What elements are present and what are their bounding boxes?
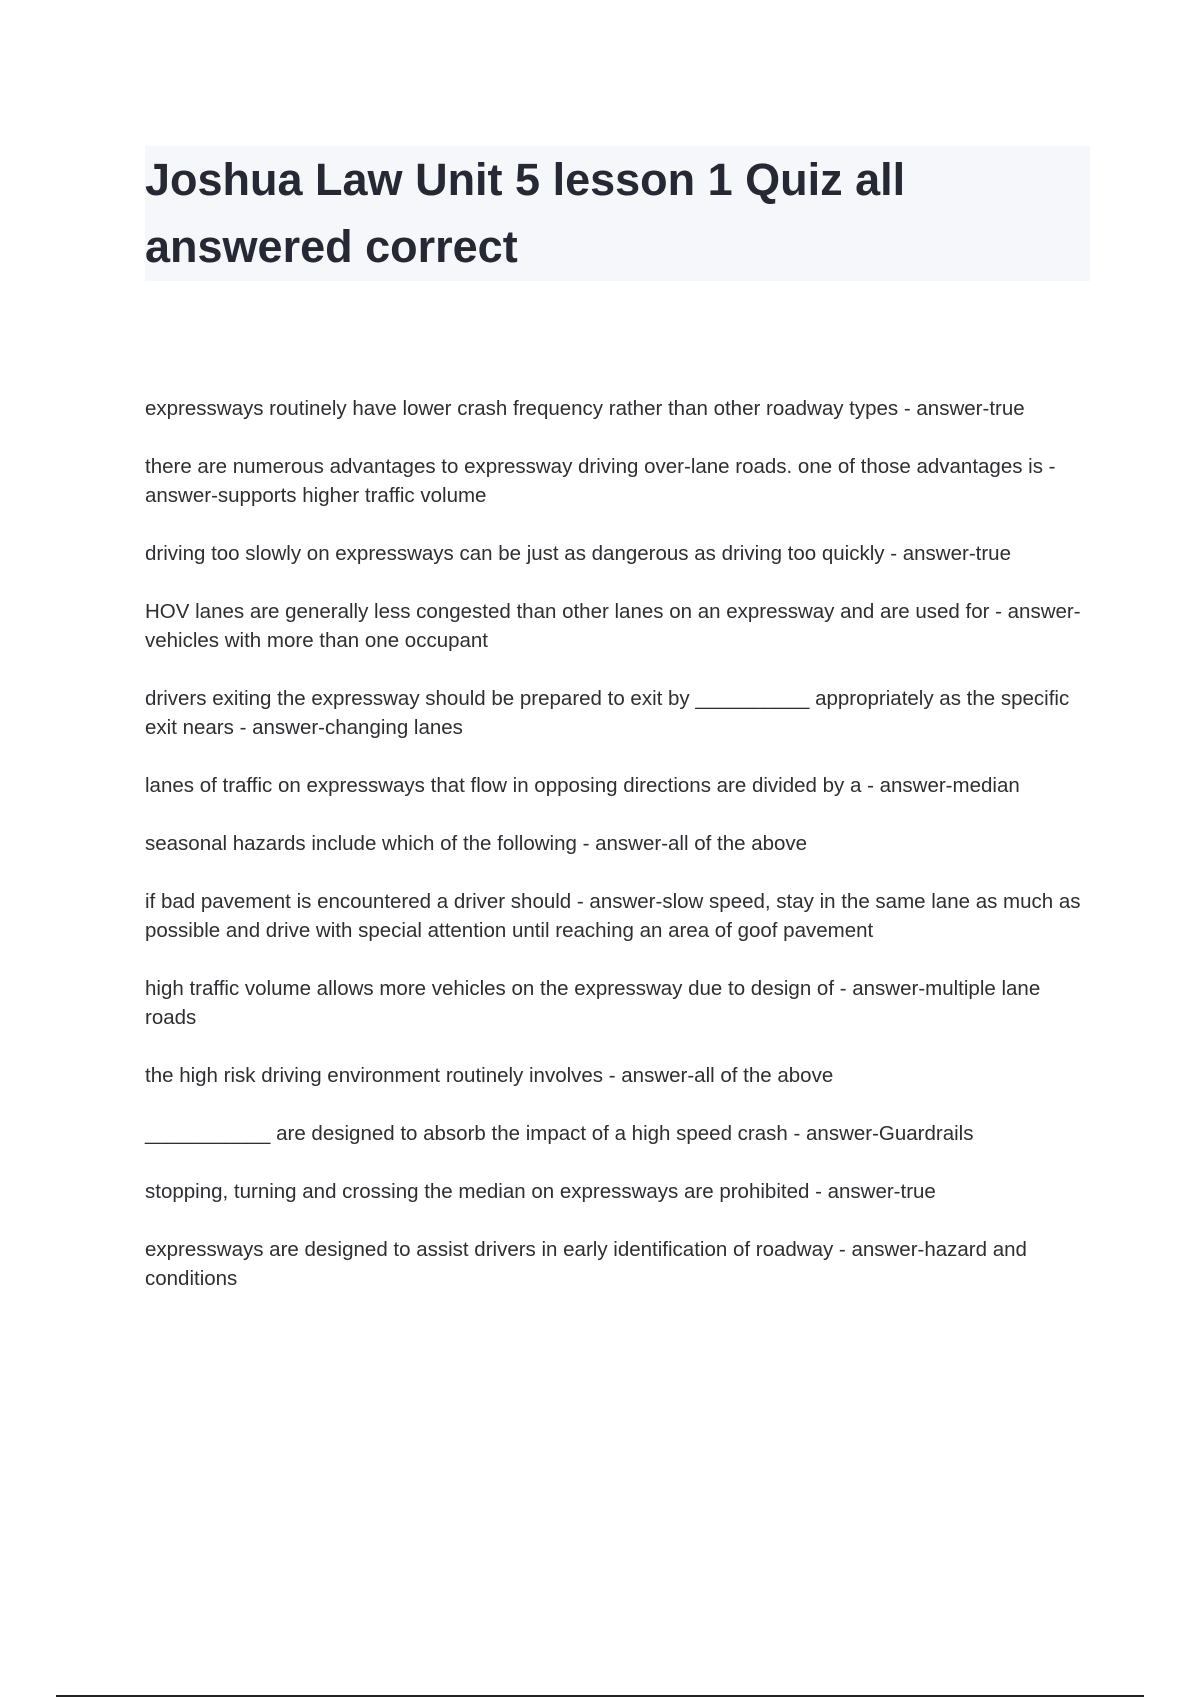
qa-item: stopping, turning and crossing the median on expressways are prohibited - answer-true <box>145 1180 936 1203</box>
qa-item: the high risk driving environment routinely involves - answer-all of the above <box>145 1064 834 1087</box>
bottom-divider <box>56 1695 1144 1697</box>
qa-list <box>145 394 1095 1322</box>
qa-item: ___________ are designed to absorb the impact of a high speed crash - answer-Guardrails <box>145 1122 974 1145</box>
qa-item: HOV lanes are generally less congested than other lanes on an expressway and are used for - answer-vehicles with more than one occupant <box>145 600 1081 652</box>
title-block <box>145 146 1090 281</box>
qa-item: if bad pavement is encountered a driver should - answer-slow speed, stay in the same lane as much as possible and drive with special attention until reaching an area of goof pavement <box>145 890 1081 942</box>
qa-item: lanes of traffic on expressways that flow in opposing directions are divided by a - answer-median <box>145 774 1020 797</box>
document-title: Joshua Law Unit 5 lesson 1 Quiz all answered correct <box>145 154 906 272</box>
qa-item: expressways are designed to assist drivers in early identification of roadway - answer-hazard and conditions <box>145 1238 1027 1290</box>
qa-item: seasonal hazards include which of the following - answer-all of the above <box>145 832 808 855</box>
qa-item: expressways routinely have lower crash frequency rather than other roadway types - answer-true <box>145 397 1025 420</box>
qa-item: driving too slowly on expressways can be just as dangerous as driving too quickly - answer-true <box>145 542 1011 565</box>
qa-item: there are numerous advantages to expressway driving over-lane roads. one of those advantages is - answer-supports higher traffic volume <box>145 455 1056 507</box>
qa-item: high traffic volume allows more vehicles on the expressway due to design of - answer-multiple lane roads <box>145 977 1041 1029</box>
qa-item: drivers exiting the expressway should be prepared to exit by __________ appropriately as the specific exit nears - answer-changing lanes <box>145 687 1070 739</box>
